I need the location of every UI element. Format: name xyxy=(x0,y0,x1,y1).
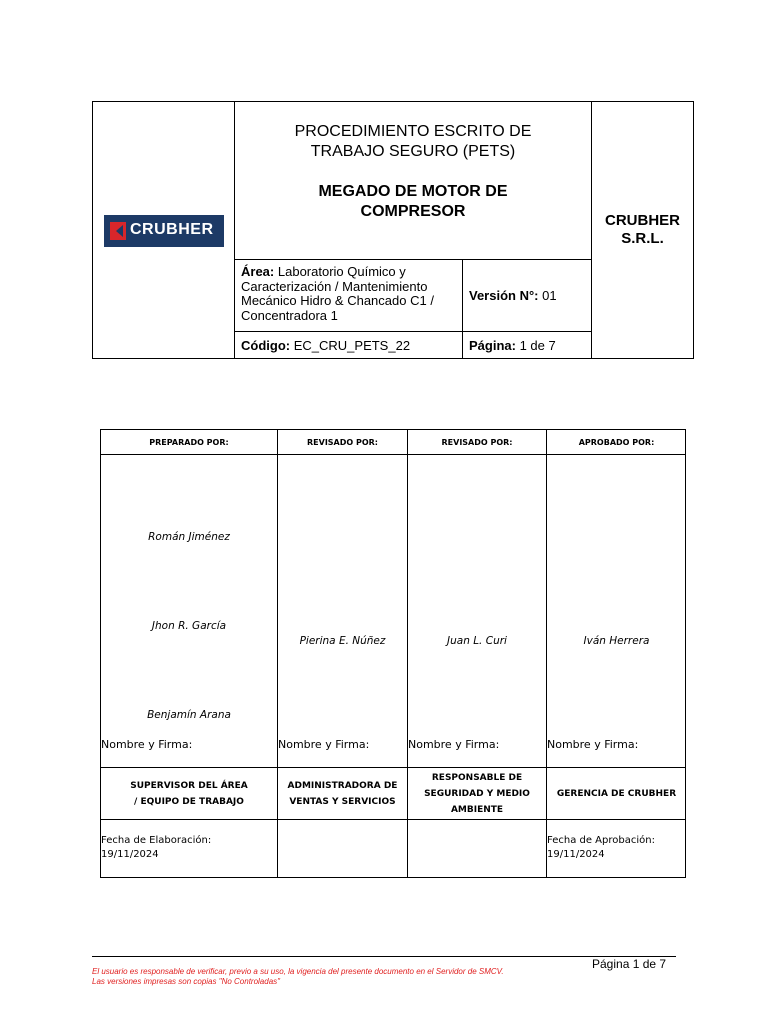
approver-name: Iván Herrera xyxy=(583,635,650,647)
approval-date: Fecha de Aprobación: 19/11/2024 xyxy=(547,835,655,860)
company-logo xyxy=(104,215,224,247)
title-cell xyxy=(235,102,591,260)
code-value: EC_CRU_PETS_22 xyxy=(293,337,411,353)
reviewer-1-name: Pierina E. Núñez xyxy=(299,635,386,647)
signature-label: Nombre y Firma: xyxy=(408,738,500,751)
role-management: GERENCIA DE CRUBHER xyxy=(556,788,677,799)
document-title: PROCEDIMIENTO ESCRITO DE TRABAJO SEGURO (PETS) xyxy=(294,123,532,160)
reviewer-2-name: Juan L. Curi xyxy=(447,635,507,647)
signature-label: Nombre y Firma: xyxy=(101,738,193,751)
footer-divider xyxy=(92,956,676,957)
area-cell xyxy=(235,260,463,332)
preparer-name: Román Jiménez xyxy=(148,531,230,543)
version-label: Versión N°: xyxy=(469,288,539,303)
version-cell xyxy=(463,260,591,332)
version-value: 01 xyxy=(542,288,557,303)
role-safety: RESPONSABLE DE SEGURIDAD Y MEDIO AMBIENTE xyxy=(424,772,530,815)
company-name-line1: CRUBHER xyxy=(605,212,680,229)
approval-table xyxy=(100,429,686,878)
company-name-cell xyxy=(591,102,693,358)
logo-mark-icon xyxy=(110,222,126,240)
area-label: Área: xyxy=(241,264,275,279)
company-name-line2: S.R.L. xyxy=(621,230,664,247)
header-prepared: PREPARADO POR: xyxy=(149,437,229,447)
preparer-name: Jhon R. García xyxy=(151,620,227,632)
signature-label: Nombre y Firma: xyxy=(278,738,370,751)
area-value: Laboratorio Químico y Caracterización / Mantenimiento Mecánico Hidro & Chancado C1 / Concentradora 1 xyxy=(241,264,434,323)
logo-text: CRUBHER xyxy=(130,221,214,238)
footer-disclaimer: El usuario es responsable de verificar, previo a su uso, la vigencia del presente documento en el Servidor de SMCV. Las versiones impresas son copias "No Controladas" xyxy=(92,967,504,986)
row-divider xyxy=(101,819,685,820)
role-administrator: ADMINISTRADORA DE VENTAS Y SERVICIOS xyxy=(287,780,398,807)
page-cell xyxy=(463,332,591,358)
logo-cell xyxy=(93,102,235,358)
signature-label: Nombre y Firma: xyxy=(547,738,639,751)
role-supervisor: SUPERVISOR DEL ÁREA / EQUIPO DE TRABAJO xyxy=(130,780,248,807)
header-reviewed-2: REVISADO POR: xyxy=(441,437,513,447)
footer-page-number: Página 1 de 7 xyxy=(592,957,667,971)
header-reviewed-1: REVISADO POR: xyxy=(307,437,378,447)
document-subtitle: MEGADO DE MOTOR DE COMPRESOR xyxy=(318,183,508,220)
document-header xyxy=(92,101,694,359)
header-approved: APROBADO POR: xyxy=(578,437,655,447)
page-value: 1 de 7 xyxy=(519,337,556,353)
preparer-name: Benjamín Arana xyxy=(147,709,231,721)
elaboration-date: Fecha de Elaboración: 19/11/2024 xyxy=(101,835,212,860)
page-label: Página: xyxy=(469,337,516,353)
code-cell xyxy=(235,332,463,358)
code-label: Código: xyxy=(241,337,291,353)
row-divider xyxy=(101,454,685,455)
